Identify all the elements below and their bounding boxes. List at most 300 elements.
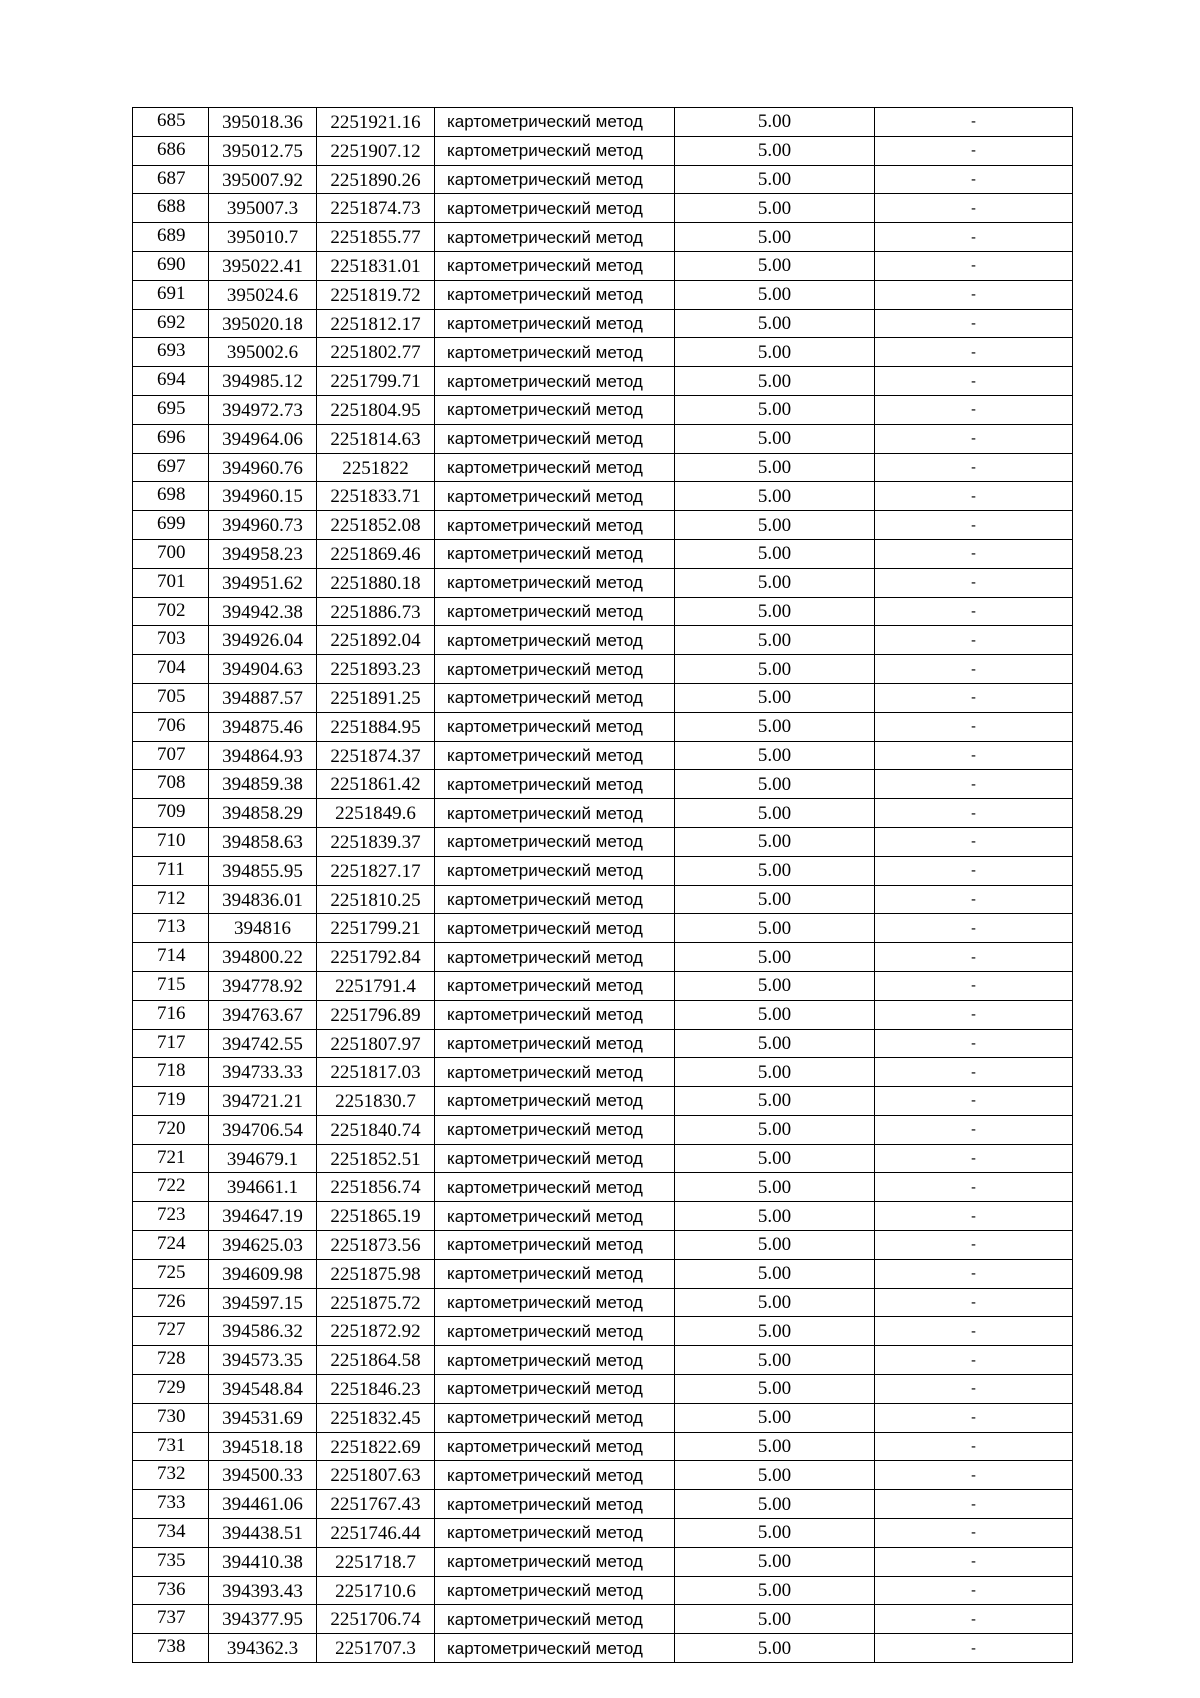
table-row xyxy=(133,943,1073,972)
point-number-cell: 690 xyxy=(133,251,209,280)
note-cell: - xyxy=(875,280,1073,309)
y-coordinate-cell: 2251746.44 xyxy=(317,1519,435,1548)
y-coordinate-cell: 2251864.58 xyxy=(317,1346,435,1375)
accuracy-cell: 5.00 xyxy=(675,1490,875,1519)
accuracy-cell: 5.00 xyxy=(675,338,875,367)
method-cell: картометрический метод xyxy=(435,971,675,1000)
accuracy-cell: 5.00 xyxy=(675,1403,875,1432)
note-cell: - xyxy=(875,1317,1073,1346)
method-cell: картометрический метод xyxy=(435,338,675,367)
y-coordinate-cell: 2251875.98 xyxy=(317,1259,435,1288)
y-coordinate-cell: 2251875.72 xyxy=(317,1288,435,1317)
x-coordinate-cell: 394951.62 xyxy=(209,568,317,597)
table-row xyxy=(133,1317,1073,1346)
y-coordinate-cell: 2251861.42 xyxy=(317,770,435,799)
point-number-cell: 702 xyxy=(133,597,209,626)
point-number-cell: 712 xyxy=(133,885,209,914)
method-cell: картометрический метод xyxy=(435,223,675,252)
point-number-cell: 700 xyxy=(133,539,209,568)
method-cell: картометрический метод xyxy=(435,914,675,943)
table-row xyxy=(133,683,1073,712)
table-row xyxy=(133,1288,1073,1317)
note-cell: - xyxy=(875,1576,1073,1605)
point-number-cell: 724 xyxy=(133,1231,209,1260)
note-cell: - xyxy=(875,251,1073,280)
note-cell: - xyxy=(875,108,1073,137)
method-cell: картометрический метод xyxy=(435,424,675,453)
point-number-cell: 717 xyxy=(133,1029,209,1058)
accuracy-cell: 5.00 xyxy=(675,108,875,137)
x-coordinate-cell: 395012.75 xyxy=(209,136,317,165)
x-coordinate-cell: 394438.51 xyxy=(209,1519,317,1548)
accuracy-cell: 5.00 xyxy=(675,1288,875,1317)
method-cell: картометрический метод xyxy=(435,1317,675,1346)
note-cell: - xyxy=(875,943,1073,972)
point-number-cell: 708 xyxy=(133,770,209,799)
accuracy-cell: 5.00 xyxy=(675,1317,875,1346)
accuracy-cell: 5.00 xyxy=(675,1115,875,1144)
table-row xyxy=(133,712,1073,741)
point-number-cell: 706 xyxy=(133,712,209,741)
accuracy-cell: 5.00 xyxy=(675,1375,875,1404)
x-coordinate-cell: 394625.03 xyxy=(209,1231,317,1260)
accuracy-cell: 5.00 xyxy=(675,943,875,972)
y-coordinate-cell: 2251832.45 xyxy=(317,1403,435,1432)
method-cell: картометрический метод xyxy=(435,597,675,626)
point-number-cell: 711 xyxy=(133,856,209,885)
accuracy-cell: 5.00 xyxy=(675,683,875,712)
point-number-cell: 730 xyxy=(133,1403,209,1432)
y-coordinate-cell: 2251810.25 xyxy=(317,885,435,914)
point-number-cell: 722 xyxy=(133,1173,209,1202)
note-cell: - xyxy=(875,395,1073,424)
accuracy-cell: 5.00 xyxy=(675,1346,875,1375)
y-coordinate-cell: 2251767.43 xyxy=(317,1490,435,1519)
y-coordinate-cell: 2251799.21 xyxy=(317,914,435,943)
x-coordinate-cell: 395007.92 xyxy=(209,165,317,194)
x-coordinate-cell: 394733.33 xyxy=(209,1058,317,1087)
table-row xyxy=(133,655,1073,684)
y-coordinate-cell: 2251852.51 xyxy=(317,1144,435,1173)
method-cell: картометрический метод xyxy=(435,1115,675,1144)
x-coordinate-cell: 395020.18 xyxy=(209,309,317,338)
y-coordinate-cell: 2251710.6 xyxy=(317,1576,435,1605)
table-row xyxy=(133,597,1073,626)
note-cell: - xyxy=(875,597,1073,626)
table-row xyxy=(133,453,1073,482)
point-number-cell: 723 xyxy=(133,1202,209,1231)
method-cell: картометрический метод xyxy=(435,108,675,137)
table-row xyxy=(133,1375,1073,1404)
accuracy-cell: 5.00 xyxy=(675,1202,875,1231)
method-cell: картометрический метод xyxy=(435,309,675,338)
y-coordinate-cell: 2251884.95 xyxy=(317,712,435,741)
y-coordinate-cell: 2251849.6 xyxy=(317,799,435,828)
accuracy-cell: 5.00 xyxy=(675,1087,875,1116)
note-cell: - xyxy=(875,971,1073,1000)
table-row xyxy=(133,280,1073,309)
x-coordinate-cell: 394377.95 xyxy=(209,1605,317,1634)
note-cell: - xyxy=(875,1259,1073,1288)
note-cell: - xyxy=(875,1403,1073,1432)
point-number-cell: 699 xyxy=(133,511,209,540)
point-number-cell: 728 xyxy=(133,1346,209,1375)
method-cell: картометрический метод xyxy=(435,683,675,712)
point-number-cell: 692 xyxy=(133,309,209,338)
accuracy-cell: 5.00 xyxy=(675,1605,875,1634)
table-row xyxy=(133,1519,1073,1548)
x-coordinate-cell: 394855.95 xyxy=(209,856,317,885)
note-cell: - xyxy=(875,367,1073,396)
x-coordinate-cell: 394586.32 xyxy=(209,1317,317,1346)
table-row xyxy=(133,1605,1073,1634)
y-coordinate-cell: 2251814.63 xyxy=(317,424,435,453)
accuracy-cell: 5.00 xyxy=(675,741,875,770)
y-coordinate-cell: 2251907.12 xyxy=(317,136,435,165)
x-coordinate-cell: 394393.43 xyxy=(209,1576,317,1605)
y-coordinate-cell: 2251827.17 xyxy=(317,856,435,885)
table-row xyxy=(133,1231,1073,1260)
table-row xyxy=(133,338,1073,367)
method-cell: картометрический метод xyxy=(435,712,675,741)
point-number-cell: 721 xyxy=(133,1144,209,1173)
point-number-cell: 709 xyxy=(133,799,209,828)
accuracy-cell: 5.00 xyxy=(675,856,875,885)
point-number-cell: 726 xyxy=(133,1288,209,1317)
method-cell: картометрический метод xyxy=(435,1375,675,1404)
method-cell: картометрический метод xyxy=(435,1432,675,1461)
accuracy-cell: 5.00 xyxy=(675,770,875,799)
note-cell: - xyxy=(875,1144,1073,1173)
coordinates-table-body xyxy=(133,108,1073,1663)
point-number-cell: 710 xyxy=(133,827,209,856)
x-coordinate-cell: 394942.38 xyxy=(209,597,317,626)
x-coordinate-cell: 394410.38 xyxy=(209,1547,317,1576)
y-coordinate-cell: 2251706.74 xyxy=(317,1605,435,1634)
accuracy-cell: 5.00 xyxy=(675,597,875,626)
x-coordinate-cell: 394972.73 xyxy=(209,395,317,424)
table-row xyxy=(133,395,1073,424)
method-cell: картометрический метод xyxy=(435,741,675,770)
point-number-cell: 716 xyxy=(133,1000,209,1029)
y-coordinate-cell: 2251791.4 xyxy=(317,971,435,1000)
note-cell: - xyxy=(875,712,1073,741)
x-coordinate-cell: 394763.67 xyxy=(209,1000,317,1029)
x-coordinate-cell: 394875.46 xyxy=(209,712,317,741)
y-coordinate-cell: 2251893.23 xyxy=(317,655,435,684)
accuracy-cell: 5.00 xyxy=(675,251,875,280)
x-coordinate-cell: 394597.15 xyxy=(209,1288,317,1317)
accuracy-cell: 5.00 xyxy=(675,424,875,453)
point-number-cell: 731 xyxy=(133,1432,209,1461)
y-coordinate-cell: 2251891.25 xyxy=(317,683,435,712)
point-number-cell: 694 xyxy=(133,367,209,396)
method-cell: картометрический метод xyxy=(435,511,675,540)
y-coordinate-cell: 2251892.04 xyxy=(317,626,435,655)
accuracy-cell: 5.00 xyxy=(675,827,875,856)
y-coordinate-cell: 2251846.23 xyxy=(317,1375,435,1404)
x-coordinate-cell: 394904.63 xyxy=(209,655,317,684)
table-row xyxy=(133,309,1073,338)
x-coordinate-cell: 395022.41 xyxy=(209,251,317,280)
method-cell: картометрический метод xyxy=(435,1144,675,1173)
table-row xyxy=(133,1461,1073,1490)
y-coordinate-cell: 2251839.37 xyxy=(317,827,435,856)
method-cell: картометрический метод xyxy=(435,367,675,396)
point-number-cell: 734 xyxy=(133,1519,209,1548)
point-number-cell: 689 xyxy=(133,223,209,252)
table-row xyxy=(133,1634,1073,1663)
y-coordinate-cell: 2251799.71 xyxy=(317,367,435,396)
x-coordinate-cell: 394461.06 xyxy=(209,1490,317,1519)
note-cell: - xyxy=(875,1375,1073,1404)
point-number-cell: 705 xyxy=(133,683,209,712)
table-row xyxy=(133,1259,1073,1288)
x-coordinate-cell: 394778.92 xyxy=(209,971,317,1000)
note-cell: - xyxy=(875,539,1073,568)
point-number-cell: 732 xyxy=(133,1461,209,1490)
y-coordinate-cell: 2251718.7 xyxy=(317,1547,435,1576)
y-coordinate-cell: 2251796.89 xyxy=(317,1000,435,1029)
accuracy-cell: 5.00 xyxy=(675,971,875,1000)
accuracy-cell: 5.00 xyxy=(675,453,875,482)
note-cell: - xyxy=(875,799,1073,828)
point-number-cell: 686 xyxy=(133,136,209,165)
x-coordinate-cell: 394985.12 xyxy=(209,367,317,396)
method-cell: картометрический метод xyxy=(435,482,675,511)
accuracy-cell: 5.00 xyxy=(675,1432,875,1461)
note-cell: - xyxy=(875,885,1073,914)
y-coordinate-cell: 2251886.73 xyxy=(317,597,435,626)
point-number-cell: 695 xyxy=(133,395,209,424)
accuracy-cell: 5.00 xyxy=(675,1144,875,1173)
note-cell: - xyxy=(875,1000,1073,1029)
method-cell: картометрический метод xyxy=(435,136,675,165)
method-cell: картометрический метод xyxy=(435,799,675,828)
table-row xyxy=(133,1202,1073,1231)
table-row xyxy=(133,482,1073,511)
table-row xyxy=(133,770,1073,799)
accuracy-cell: 5.00 xyxy=(675,165,875,194)
y-coordinate-cell: 2251852.08 xyxy=(317,511,435,540)
table-row xyxy=(133,367,1073,396)
x-coordinate-cell: 395024.6 xyxy=(209,280,317,309)
point-number-cell: 701 xyxy=(133,568,209,597)
table-row xyxy=(133,1087,1073,1116)
table-row xyxy=(133,1144,1073,1173)
method-cell: картометрический метод xyxy=(435,1547,675,1576)
x-coordinate-cell: 394518.18 xyxy=(209,1432,317,1461)
x-coordinate-cell: 394960.15 xyxy=(209,482,317,511)
table-row xyxy=(133,108,1073,137)
note-cell: - xyxy=(875,223,1073,252)
method-cell: картометрический метод xyxy=(435,568,675,597)
table-row xyxy=(133,1000,1073,1029)
table-row xyxy=(133,424,1073,453)
method-cell: картометрический метод xyxy=(435,1173,675,1202)
note-cell: - xyxy=(875,741,1073,770)
table-row xyxy=(133,251,1073,280)
method-cell: картометрический метод xyxy=(435,1288,675,1317)
y-coordinate-cell: 2251807.97 xyxy=(317,1029,435,1058)
table-row xyxy=(133,1115,1073,1144)
accuracy-cell: 5.00 xyxy=(675,482,875,511)
point-number-cell: 696 xyxy=(133,424,209,453)
point-number-cell: 738 xyxy=(133,1634,209,1663)
y-coordinate-cell: 2251855.77 xyxy=(317,223,435,252)
method-cell: картометрический метод xyxy=(435,280,675,309)
y-coordinate-cell: 2251874.73 xyxy=(317,194,435,223)
y-coordinate-cell: 2251802.77 xyxy=(317,338,435,367)
method-cell: картометрический метод xyxy=(435,1029,675,1058)
method-cell: картометрический метод xyxy=(435,1087,675,1116)
note-cell: - xyxy=(875,1605,1073,1634)
accuracy-cell: 5.00 xyxy=(675,885,875,914)
table-row xyxy=(133,194,1073,223)
table-row xyxy=(133,885,1073,914)
table-row xyxy=(133,1346,1073,1375)
table-row xyxy=(133,1058,1073,1087)
y-coordinate-cell: 2251880.18 xyxy=(317,568,435,597)
note-cell: - xyxy=(875,309,1073,338)
y-coordinate-cell: 2251831.01 xyxy=(317,251,435,280)
accuracy-cell: 5.00 xyxy=(675,136,875,165)
point-number-cell: 685 xyxy=(133,108,209,137)
x-coordinate-cell: 394548.84 xyxy=(209,1375,317,1404)
accuracy-cell: 5.00 xyxy=(675,309,875,338)
point-number-cell: 713 xyxy=(133,914,209,943)
table-row xyxy=(133,1403,1073,1432)
point-number-cell: 688 xyxy=(133,194,209,223)
x-coordinate-cell: 394960.73 xyxy=(209,511,317,540)
note-cell: - xyxy=(875,1288,1073,1317)
point-number-cell: 691 xyxy=(133,280,209,309)
method-cell: картометрический метод xyxy=(435,770,675,799)
point-number-cell: 727 xyxy=(133,1317,209,1346)
table-row xyxy=(133,971,1073,1000)
note-cell: - xyxy=(875,655,1073,684)
point-number-cell: 707 xyxy=(133,741,209,770)
point-number-cell: 729 xyxy=(133,1375,209,1404)
y-coordinate-cell: 2251873.56 xyxy=(317,1231,435,1260)
note-cell: - xyxy=(875,683,1073,712)
point-number-cell: 715 xyxy=(133,971,209,1000)
table-row xyxy=(133,1547,1073,1576)
y-coordinate-cell: 2251707.3 xyxy=(317,1634,435,1663)
note-cell: - xyxy=(875,1029,1073,1058)
accuracy-cell: 5.00 xyxy=(675,194,875,223)
table-row xyxy=(133,511,1073,540)
note-cell: - xyxy=(875,770,1073,799)
x-coordinate-cell: 394531.69 xyxy=(209,1403,317,1432)
note-cell: - xyxy=(875,1202,1073,1231)
note-cell: - xyxy=(875,338,1073,367)
accuracy-cell: 5.00 xyxy=(675,511,875,540)
method-cell: картометрический метод xyxy=(435,1346,675,1375)
accuracy-cell: 5.00 xyxy=(675,1029,875,1058)
note-cell: - xyxy=(875,482,1073,511)
accuracy-cell: 5.00 xyxy=(675,914,875,943)
note-cell: - xyxy=(875,1231,1073,1260)
note-cell: - xyxy=(875,1173,1073,1202)
x-coordinate-cell: 394858.63 xyxy=(209,827,317,856)
method-cell: картометрический метод xyxy=(435,1634,675,1663)
point-number-cell: 719 xyxy=(133,1087,209,1116)
accuracy-cell: 5.00 xyxy=(675,280,875,309)
accuracy-cell: 5.00 xyxy=(675,395,875,424)
method-cell: картометрический метод xyxy=(435,165,675,194)
point-number-cell: 725 xyxy=(133,1259,209,1288)
point-number-cell: 737 xyxy=(133,1605,209,1634)
table-row xyxy=(133,856,1073,885)
x-coordinate-cell: 394706.54 xyxy=(209,1115,317,1144)
method-cell: картометрический метод xyxy=(435,1058,675,1087)
method-cell: картометрический метод xyxy=(435,194,675,223)
table-row xyxy=(133,568,1073,597)
y-coordinate-cell: 2251822 xyxy=(317,453,435,482)
y-coordinate-cell: 2251822.69 xyxy=(317,1432,435,1461)
note-cell: - xyxy=(875,511,1073,540)
x-coordinate-cell: 394926.04 xyxy=(209,626,317,655)
table-row xyxy=(133,223,1073,252)
x-coordinate-cell: 394661.1 xyxy=(209,1173,317,1202)
note-cell: - xyxy=(875,1519,1073,1548)
y-coordinate-cell: 2251872.92 xyxy=(317,1317,435,1346)
x-coordinate-cell: 395007.3 xyxy=(209,194,317,223)
x-coordinate-cell: 394609.98 xyxy=(209,1259,317,1288)
y-coordinate-cell: 2251792.84 xyxy=(317,943,435,972)
point-number-cell: 687 xyxy=(133,165,209,194)
table-row xyxy=(133,1576,1073,1605)
accuracy-cell: 5.00 xyxy=(675,223,875,252)
table-row xyxy=(133,165,1073,194)
accuracy-cell: 5.00 xyxy=(675,1231,875,1260)
accuracy-cell: 5.00 xyxy=(675,539,875,568)
y-coordinate-cell: 2251869.46 xyxy=(317,539,435,568)
note-cell: - xyxy=(875,1461,1073,1490)
note-cell: - xyxy=(875,856,1073,885)
x-coordinate-cell: 394679.1 xyxy=(209,1144,317,1173)
x-coordinate-cell: 394859.38 xyxy=(209,770,317,799)
method-cell: картометрический метод xyxy=(435,1259,675,1288)
x-coordinate-cell: 394573.35 xyxy=(209,1346,317,1375)
x-coordinate-cell: 395002.6 xyxy=(209,338,317,367)
x-coordinate-cell: 394721.21 xyxy=(209,1087,317,1116)
point-number-cell: 718 xyxy=(133,1058,209,1087)
point-number-cell: 736 xyxy=(133,1576,209,1605)
method-cell: картометрический метод xyxy=(435,885,675,914)
x-coordinate-cell: 394960.76 xyxy=(209,453,317,482)
accuracy-cell: 5.00 xyxy=(675,1259,875,1288)
accuracy-cell: 5.00 xyxy=(675,712,875,741)
point-number-cell: 733 xyxy=(133,1490,209,1519)
note-cell: - xyxy=(875,1547,1073,1576)
note-cell: - xyxy=(875,1087,1073,1116)
x-coordinate-cell: 394836.01 xyxy=(209,885,317,914)
accuracy-cell: 5.00 xyxy=(675,626,875,655)
point-number-cell: 697 xyxy=(133,453,209,482)
note-cell: - xyxy=(875,1634,1073,1663)
table-row xyxy=(133,1029,1073,1058)
y-coordinate-cell: 2251874.37 xyxy=(317,741,435,770)
method-cell: картометрический метод xyxy=(435,1490,675,1519)
method-cell: картометрический метод xyxy=(435,1605,675,1634)
table-row xyxy=(133,799,1073,828)
table-row xyxy=(133,914,1073,943)
y-coordinate-cell: 2251856.74 xyxy=(317,1173,435,1202)
method-cell: картометрический метод xyxy=(435,827,675,856)
accuracy-cell: 5.00 xyxy=(675,1576,875,1605)
